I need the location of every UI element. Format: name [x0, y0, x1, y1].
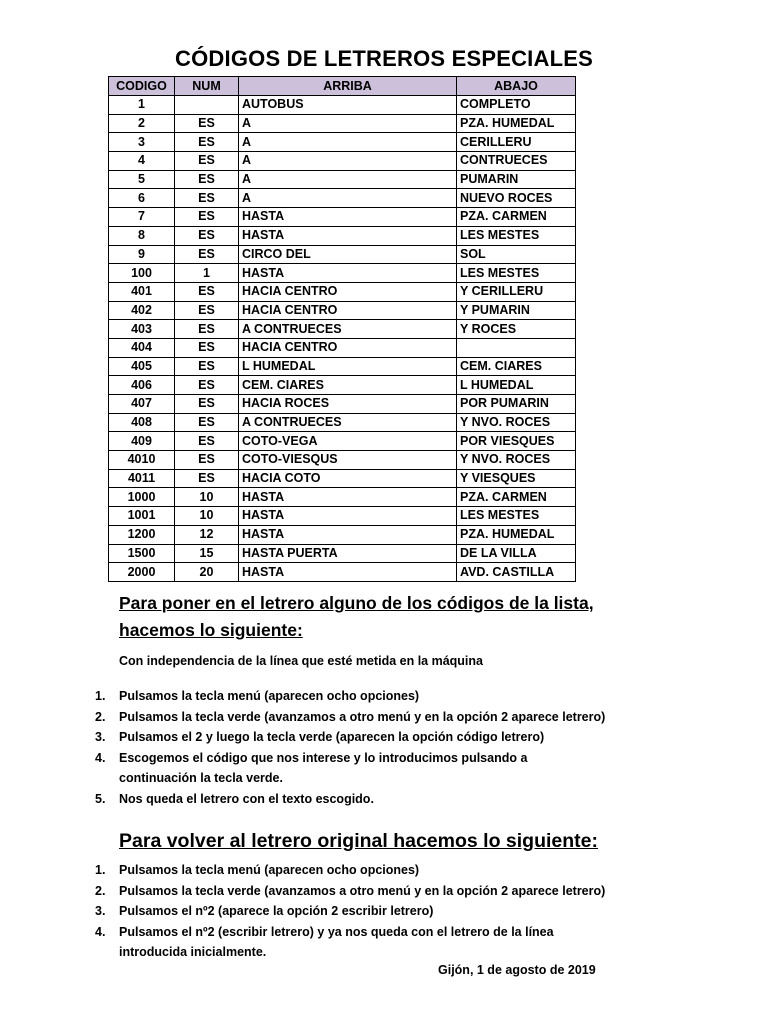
- cell-num: ES: [175, 170, 239, 189]
- cell-num: ES: [175, 451, 239, 470]
- cell-num: [175, 96, 239, 115]
- cell-arriba: HACIA COTO: [239, 469, 457, 488]
- cell-num: ES: [175, 357, 239, 376]
- cell-abajo: LES MESTES: [457, 226, 576, 245]
- table-row: [109, 189, 576, 208]
- cell-arriba: HASTA: [239, 488, 457, 507]
- table-row: [109, 245, 576, 264]
- cell-arriba: A CONTRUECES: [239, 413, 457, 432]
- cell-num: ES: [175, 189, 239, 208]
- cell-num: ES: [175, 226, 239, 245]
- column-header-abajo: ABAJO: [457, 77, 576, 96]
- list-item: [88, 860, 608, 881]
- cell-abajo: DE LA VILLA: [457, 544, 576, 563]
- section2-steps-list: [88, 860, 608, 963]
- cell-abajo: PZA. CARMEN: [457, 208, 576, 227]
- cell-num: ES: [175, 301, 239, 320]
- codes-table: [108, 76, 576, 582]
- cell-codigo: 405: [109, 357, 175, 376]
- cell-codigo: 5: [109, 170, 175, 189]
- cell-num: ES: [175, 282, 239, 301]
- document-title: CÓDIGOS DE LETREROS ESPECIALES: [175, 46, 593, 71]
- cell-abajo: PZA. CARMEN: [457, 488, 576, 507]
- table-row: [109, 208, 576, 227]
- cell-arriba: HASTA: [239, 563, 457, 582]
- table-row: [109, 133, 576, 152]
- cell-abajo: SOL: [457, 245, 576, 264]
- cell-codigo: 7: [109, 208, 175, 227]
- cell-num: ES: [175, 338, 239, 357]
- cell-codigo: 1: [109, 96, 175, 115]
- cell-arriba: HACIA CENTRO: [239, 301, 457, 320]
- cell-arriba: COTO-VEGA: [239, 432, 457, 451]
- step-text: Pulsamos la tecla menú (aparecen ocho opciones): [119, 863, 420, 877]
- cell-codigo: 4: [109, 152, 175, 171]
- cell-num: ES: [175, 469, 239, 488]
- cell-num: ES: [175, 376, 239, 395]
- cell-arriba: COTO-VIESQUS: [239, 451, 457, 470]
- cell-num: ES: [175, 432, 239, 451]
- table-row: [109, 114, 576, 133]
- table-row: [109, 357, 576, 376]
- cell-arriba: HASTA: [239, 208, 457, 227]
- cell-abajo: [457, 338, 576, 357]
- cell-arriba: A: [239, 114, 457, 133]
- list-item: [88, 901, 608, 922]
- cell-abajo: CEM. CIARES: [457, 357, 576, 376]
- list-item: [88, 707, 608, 728]
- cell-abajo: POR VIESQUES: [457, 432, 576, 451]
- cell-codigo: 402: [109, 301, 175, 320]
- cell-abajo: LES MESTES: [457, 264, 576, 283]
- cell-codigo: 8: [109, 226, 175, 245]
- step-text: Pulsamos el nº2 (aparece la opción 2 escribir letrero): [119, 904, 434, 919]
- section1-steps-list: [88, 686, 608, 810]
- cell-arriba: A: [239, 133, 457, 152]
- cell-arriba: HACIA CENTRO: [239, 338, 457, 357]
- cell-abajo: Y ROCES: [457, 320, 576, 339]
- step-number: 1.: [95, 863, 106, 877]
- cell-abajo: PUMARIN: [457, 170, 576, 189]
- section1-heading-line1: Para poner en el letrero alguno de los códigos de la lista,: [119, 593, 594, 613]
- cell-num: 10: [175, 507, 239, 526]
- cell-codigo: 4010: [109, 451, 175, 470]
- section1-heading-line2-text: hacemos lo siguiente: [119, 620, 297, 640]
- table-row: [109, 320, 576, 339]
- cell-abajo: Y CERILLERU: [457, 282, 576, 301]
- column-header-codigo: CODIGO: [109, 77, 175, 96]
- cell-arriba: A: [239, 189, 457, 208]
- table-row: [109, 469, 576, 488]
- section1-heading: [119, 590, 594, 644]
- cell-abajo: COMPLETO: [457, 96, 576, 115]
- cell-abajo: L HUMEDAL: [457, 376, 576, 395]
- cell-num: 1: [175, 264, 239, 283]
- cell-abajo: Y NVO. ROCES: [457, 413, 576, 432]
- cell-codigo: 2: [109, 114, 175, 133]
- table-row: [109, 507, 576, 526]
- codes-table-body: [109, 96, 576, 582]
- list-item: [88, 922, 608, 963]
- cell-abajo: PZA. HUMEDAL: [457, 114, 576, 133]
- step-text: Pulsamos el 2 y luego la tecla verde (aparecen la opción código letrero): [119, 730, 545, 745]
- cell-arriba: A: [239, 170, 457, 189]
- cell-codigo: 408: [109, 413, 175, 432]
- table-row: [109, 451, 576, 470]
- table-row: [109, 282, 576, 301]
- cell-codigo: 1500: [109, 544, 175, 563]
- cell-arriba: HASTA: [239, 264, 457, 283]
- step-number: 1.: [95, 689, 106, 703]
- cell-num: 15: [175, 544, 239, 563]
- cell-codigo: 2000: [109, 563, 175, 582]
- cell-arriba: AUTOBUS: [239, 96, 457, 115]
- cell-codigo: 404: [109, 338, 175, 357]
- cell-num: ES: [175, 245, 239, 264]
- step-text: Nos queda el letrero con el texto escogido.: [119, 791, 374, 806]
- cell-num: 12: [175, 525, 239, 544]
- table-row: [109, 301, 576, 320]
- cell-codigo: 100: [109, 264, 175, 283]
- cell-arriba: HACIA CENTRO: [239, 282, 457, 301]
- cell-codigo: 403: [109, 320, 175, 339]
- step-text: Pulsamos el nº2 (escribir letrero) y ya nos queda con el letrero de la línea introducida inicialmente.: [119, 924, 554, 960]
- cell-codigo: 1000: [109, 488, 175, 507]
- cell-num: 20: [175, 563, 239, 582]
- step-text: Pulsamos la tecla verde (avanzamos a otro menú y en la opción 2 aparece letrero): [119, 883, 606, 898]
- list-item: [88, 686, 608, 707]
- step-number: 3.: [95, 730, 106, 745]
- table-row: [109, 96, 576, 115]
- cell-abajo: CONTRUECES: [457, 152, 576, 171]
- cell-abajo: POR PUMARIN: [457, 395, 576, 414]
- list-item: [88, 727, 608, 748]
- list-item: [88, 748, 608, 789]
- list-item: [88, 881, 608, 902]
- table-row: [109, 525, 576, 544]
- cell-arriba: A CONTRUECES: [239, 320, 457, 339]
- cell-abajo: Y NVO. ROCES: [457, 451, 576, 470]
- step-number: 4.: [95, 924, 106, 939]
- cell-arriba: HASTA: [239, 507, 457, 526]
- cell-codigo: 401: [109, 282, 175, 301]
- cell-codigo: 1001: [109, 507, 175, 526]
- table-row: [109, 226, 576, 245]
- cell-arriba: HASTA: [239, 525, 457, 544]
- cell-num: ES: [175, 395, 239, 414]
- table-row: [109, 264, 576, 283]
- codes-table-header: [109, 77, 576, 96]
- cell-num: ES: [175, 413, 239, 432]
- cell-arriba: L HUMEDAL: [239, 357, 457, 376]
- cell-abajo: AVD. CASTILLA: [457, 563, 576, 582]
- step-number: 3.: [95, 904, 106, 919]
- step-text: Pulsamos la tecla verde (avanzamos a otro menú y en la opción 2 aparece letrero): [119, 709, 606, 724]
- cell-num: ES: [175, 320, 239, 339]
- table-row: [109, 152, 576, 171]
- cell-codigo: 409: [109, 432, 175, 451]
- cell-codigo: 406: [109, 376, 175, 395]
- section2-heading: Para volver al letrero original hacemos lo siguiente:: [119, 830, 598, 852]
- section1-heading-colon: :: [296, 620, 303, 640]
- step-number: 4.: [95, 750, 106, 765]
- step-text: Pulsamos la tecla menú (aparecen ocho opciones): [119, 689, 420, 703]
- cell-abajo: PZA. HUMEDAL: [457, 525, 576, 544]
- table-row: [109, 376, 576, 395]
- list-item: [88, 789, 608, 810]
- cell-num: 10: [175, 488, 239, 507]
- table-row: [109, 413, 576, 432]
- cell-arriba: CEM. CIARES: [239, 376, 457, 395]
- cell-codigo: 9: [109, 245, 175, 264]
- section1-note: Con independencia de la línea que esté metida en la máquina: [119, 654, 483, 668]
- cell-arriba: CIRCO DEL: [239, 245, 457, 264]
- table-row: [109, 338, 576, 357]
- cell-codigo: 6: [109, 189, 175, 208]
- document-date: Gijón, 1 de agosto de 2019: [438, 963, 596, 977]
- cell-codigo: 407: [109, 395, 175, 414]
- cell-arriba: HASTA: [239, 226, 457, 245]
- cell-arriba: A: [239, 152, 457, 171]
- cell-codigo: 1200: [109, 525, 175, 544]
- cell-num: ES: [175, 114, 239, 133]
- step-number: 2.: [95, 883, 106, 898]
- column-header-num: NUM: [175, 77, 239, 96]
- cell-codigo: 4011: [109, 469, 175, 488]
- table-row: [109, 488, 576, 507]
- cell-num: ES: [175, 152, 239, 171]
- cell-codigo: 3: [109, 133, 175, 152]
- step-number: 5.: [95, 791, 106, 806]
- table-row: [109, 170, 576, 189]
- table-row: [109, 563, 576, 582]
- cell-abajo: Y PUMARIN: [457, 301, 576, 320]
- table-row: [109, 432, 576, 451]
- cell-abajo: NUEVO ROCES: [457, 189, 576, 208]
- section1-heading-line2: [119, 617, 594, 644]
- step-number: 2.: [95, 709, 106, 724]
- column-header-arriba: ARRIBA: [239, 77, 457, 96]
- cell-abajo: LES MESTES: [457, 507, 576, 526]
- cell-abajo: CERILLERU: [457, 133, 576, 152]
- cell-num: ES: [175, 133, 239, 152]
- table-row: [109, 395, 576, 414]
- cell-arriba: HASTA PUERTA: [239, 544, 457, 563]
- cell-num: ES: [175, 208, 239, 227]
- step-text: Escogemos el código que nos interese y lo introducimos pulsando a continuación la tecla verde.: [119, 750, 528, 786]
- table-row: [109, 544, 576, 563]
- cell-arriba: HACIA ROCES: [239, 395, 457, 414]
- cell-abajo: Y VIESQUES: [457, 469, 576, 488]
